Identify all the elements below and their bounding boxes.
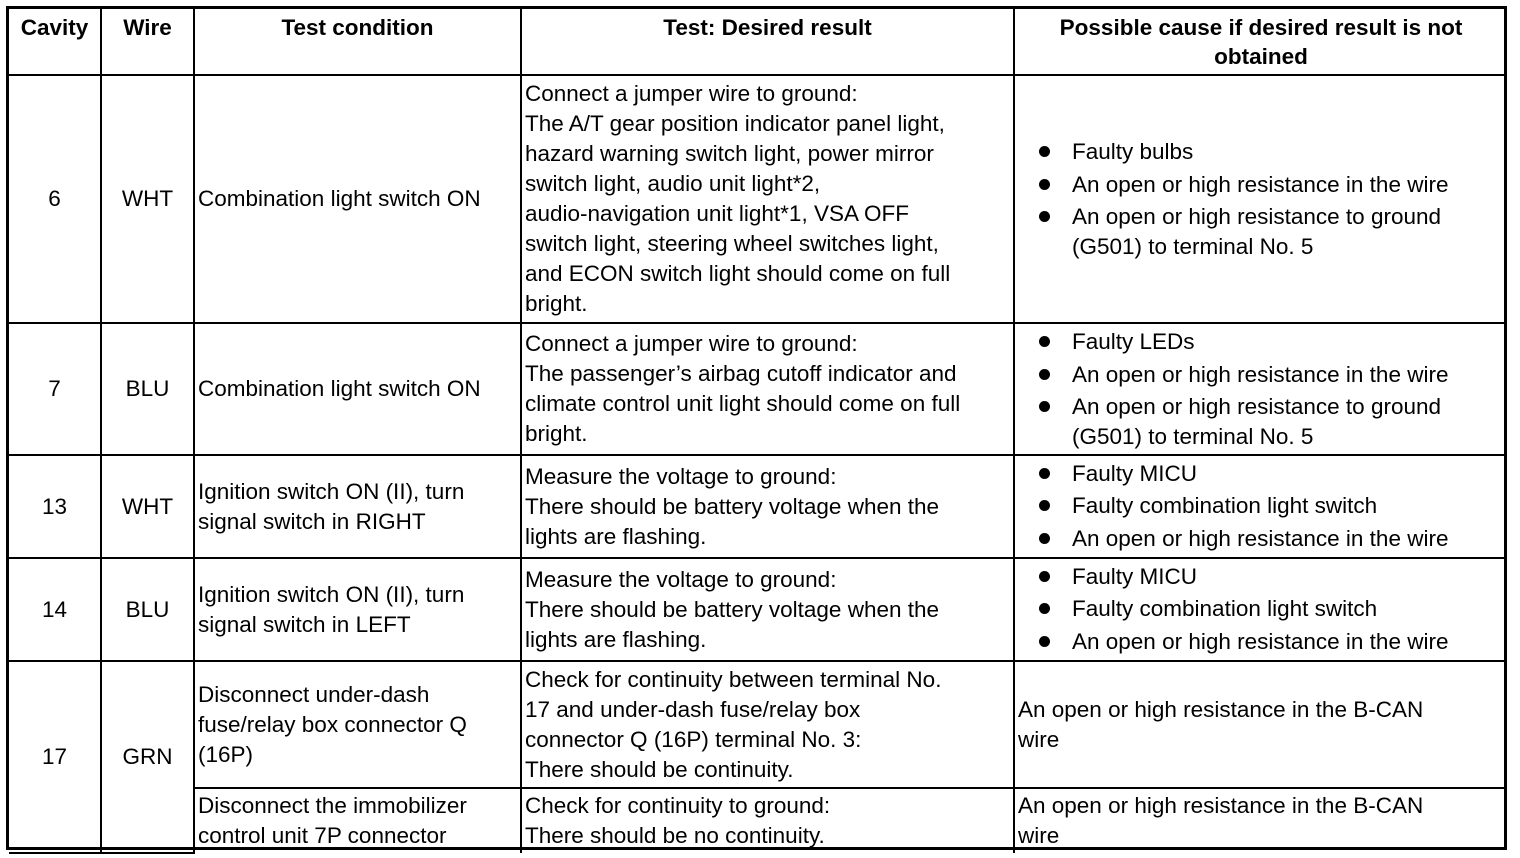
cause-list [1019, 561, 1503, 659]
cause-cell [1014, 788, 1507, 853]
cause-line: wire [1018, 726, 1060, 752]
result-cell [521, 455, 1014, 558]
cause-line: wire [1018, 823, 1060, 848]
wire-cell: BLU [101, 323, 194, 455]
result-cell [521, 323, 1014, 455]
result-line: bright. [525, 421, 588, 446]
header-possible-cause: Possible cause if desired result is not obtained [1014, 9, 1507, 75]
cause-item [1039, 201, 1503, 262]
cause-text: An open or high resistance in the wire [1072, 171, 1449, 197]
condition-line: Ignition switch ON (II), turn [198, 581, 465, 607]
cause-item [1039, 136, 1503, 169]
condition-cell [194, 323, 521, 455]
result-line: Connect a jumper wire to ground: [525, 331, 858, 356]
cause-item [1039, 523, 1503, 556]
result-cell [521, 788, 1014, 853]
condition-cell [194, 558, 521, 661]
condition-line: control unit 7P connector [198, 823, 447, 848]
table-row [9, 788, 1507, 853]
result-line: Check for continuity to ground: [525, 793, 831, 818]
cavity-cell: 7 [9, 323, 101, 455]
cause-item [1039, 458, 1503, 491]
cause-line: An open or high resistance in the B-CAN [1018, 696, 1424, 722]
header-cavity: Cavity [9, 9, 101, 75]
cause-list [1019, 136, 1503, 262]
condition-cell [194, 661, 521, 788]
result-line: audio-navigation unit light*1, VSA OFF [525, 201, 909, 226]
cause-text: Faulty LEDs [1072, 329, 1195, 355]
result-line: bright. [525, 291, 588, 316]
condition-cell [194, 788, 521, 853]
cause-text: Faulty combination light switch [1072, 493, 1378, 519]
result-line: There should be battery voltage when the [525, 493, 940, 519]
condition-line: Disconnect the immobilizer [198, 793, 467, 818]
cause-text: Faulty MICU [1072, 563, 1198, 589]
table-row [9, 323, 1507, 455]
condition-cell [194, 455, 521, 558]
result-cell [521, 558, 1014, 661]
condition-line: fuse/relay box connector Q [198, 711, 467, 737]
cause-text: An open or high resistance to ground [1072, 204, 1441, 230]
cause-item [1039, 169, 1503, 202]
result-line: The passenger’s airbag cutoff indicator and [525, 361, 957, 386]
header-test-condition: Test condition [194, 9, 521, 75]
table-row [9, 661, 1507, 788]
cavity-cell: 17 [9, 661, 101, 853]
condition-line: signal switch in RIGHT [198, 508, 426, 534]
result-line: switch light, audio unit light*2, [525, 171, 821, 196]
cause-text: Faulty bulbs [1072, 139, 1194, 165]
cause-text: An open or high resistance to ground [1072, 394, 1441, 420]
cause-cell [1014, 455, 1507, 558]
cause-text: Faulty combination light switch [1072, 596, 1378, 622]
condition-text: Combination light switch ON [198, 376, 481, 401]
result-line: connector Q (16P) terminal No. 3: [525, 726, 862, 752]
result-cell [521, 75, 1014, 323]
cavity-cell: 13 [9, 455, 101, 558]
result-line: hazard warning switch light, power mirror [525, 141, 934, 166]
condition-line: (16P) [198, 741, 254, 767]
result-line: The A/T gear position indicator panel light, [525, 111, 945, 136]
cause-cell [1014, 558, 1507, 661]
troubleshooting-sheet [6, 6, 1507, 850]
result-line: There should be battery voltage when the [525, 596, 940, 622]
cause-text-continued: (G501) to terminal No. 5 [1072, 233, 1314, 259]
result-line: 17 and under-dash fuse/relay box [525, 696, 861, 722]
cause-list [1019, 458, 1503, 556]
cause-list [1019, 326, 1503, 452]
cause-text: An open or high resistance in the wire [1072, 628, 1449, 654]
troubleshooting-table [9, 9, 1507, 854]
cause-text-continued: (G501) to terminal No. 5 [1072, 423, 1314, 449]
result-line: Connect a jumper wire to ground: [525, 81, 858, 106]
wire-cell: WHT [101, 75, 194, 323]
cause-item [1039, 593, 1503, 626]
result-line: climate control unit light should come on full [525, 391, 961, 416]
cause-cell [1014, 323, 1507, 455]
result-line: There should be continuity. [525, 756, 794, 782]
cause-item [1039, 490, 1503, 523]
result-line: Measure the voltage to ground: [525, 463, 837, 489]
result-line: lights are flashing. [525, 523, 707, 549]
cause-line: An open or high resistance in the B-CAN [1018, 793, 1424, 818]
cause-item [1039, 561, 1503, 594]
condition-line: Ignition switch ON (II), turn [198, 478, 465, 504]
cause-cell [1014, 75, 1507, 323]
cause-item [1039, 326, 1503, 359]
result-line: There should be no continuity. [525, 823, 825, 848]
header-row [9, 9, 1507, 75]
table-row [9, 455, 1507, 558]
result-line: Check for continuity between terminal No. [525, 666, 942, 692]
condition-line: Disconnect under-dash [198, 681, 430, 707]
result-cell [521, 661, 1014, 788]
cause-text: An open or high resistance in the wire [1072, 525, 1449, 551]
result-line: and ECON switch light should come on full [525, 261, 951, 286]
result-line: lights are flashing. [525, 626, 707, 652]
result-line: Measure the voltage to ground: [525, 566, 837, 592]
wire-cell: WHT [101, 455, 194, 558]
cavity-cell: 14 [9, 558, 101, 661]
condition-text: Combination light switch ON [198, 186, 481, 211]
cause-cell [1014, 661, 1507, 788]
cause-text: An open or high resistance in the wire [1072, 361, 1449, 387]
cause-item [1039, 626, 1503, 659]
header-wire: Wire [101, 9, 194, 75]
cause-item [1039, 391, 1503, 452]
table-row [9, 75, 1507, 323]
condition-cell [194, 75, 521, 323]
cause-text: Faulty MICU [1072, 460, 1198, 486]
wire-cell: GRN [101, 661, 194, 853]
header-desired-result: Test: Desired result [521, 9, 1014, 75]
wire-cell: BLU [101, 558, 194, 661]
cause-item [1039, 359, 1503, 392]
condition-line: signal switch in LEFT [198, 611, 411, 637]
cavity-cell: 6 [9, 75, 101, 323]
result-line: switch light, steering wheel switches light, [525, 231, 939, 256]
table-row [9, 558, 1507, 661]
